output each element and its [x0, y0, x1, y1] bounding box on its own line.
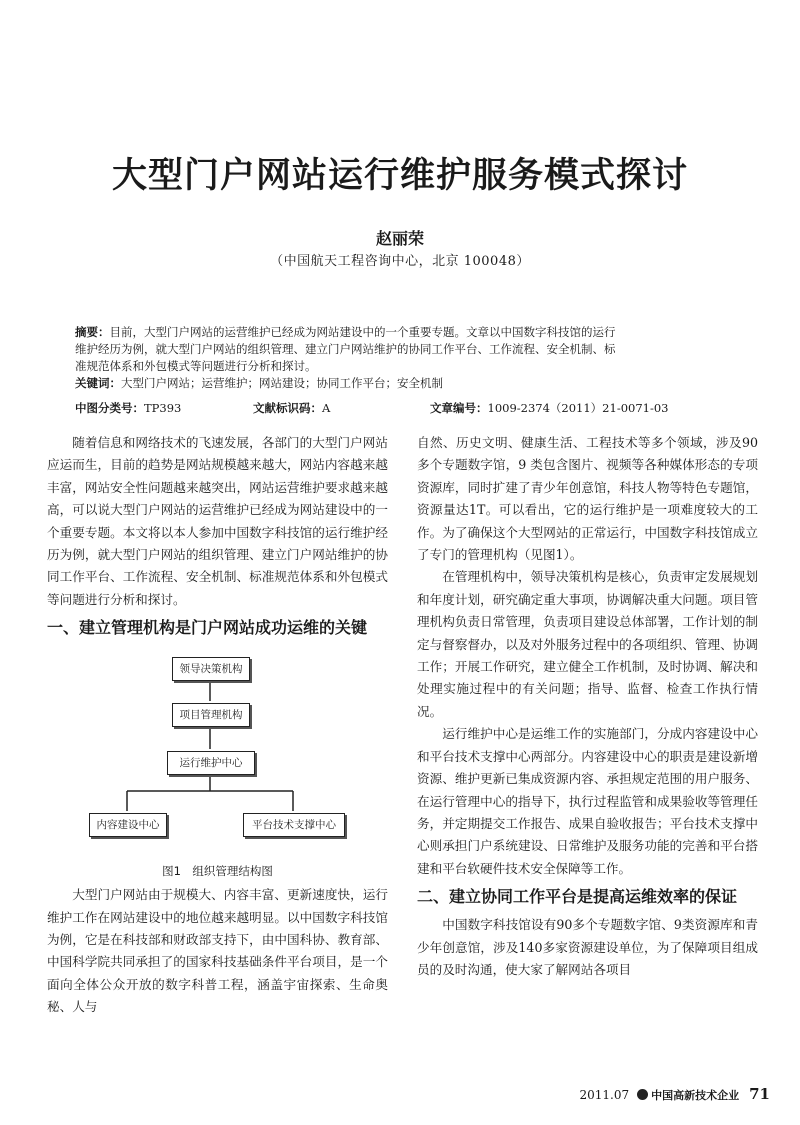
journal-logo-icon [637, 1089, 648, 1100]
doc-code-value: A [322, 401, 331, 415]
clc-value: TP393 [144, 401, 182, 415]
abstract-label: 摘要： [75, 325, 110, 339]
page-number: 71 [749, 1085, 770, 1103]
clc-field [75, 400, 181, 416]
keywords-line [75, 375, 735, 392]
right-column [417, 432, 758, 981]
content-center-box: 内容建设中心 [89, 813, 167, 837]
article-no-label: 文章编号： [430, 401, 488, 415]
issue-date: 2011.07 [579, 1088, 630, 1102]
keywords-text: 大型门户网站；运营维护；网站建设；协同工作平台；安全机制 [121, 376, 443, 390]
page-footer [580, 1085, 771, 1103]
abstract-block [75, 324, 735, 392]
org-chart-figure [47, 645, 388, 880]
project-mgmt-box: 项目管理机构 [172, 703, 250, 727]
body-paragraph: 大型门户网站由于规模大、内容丰富、更新速度快，运行维护工作在网站建设中的地位越来越明显。以中国数字科技馆为例，它是在科技部和财政部支持下，由中国科协、教育部、中国科学院共同承担了的国家科技基础条件平台项目，是一个面向全体公众开放的数字科普工程，涵盖宇宙探索、生命奥秘、人与 [47, 887, 388, 1015]
article-no-value: 1009-2374（2011）21-0071-03 [487, 401, 669, 415]
abstract-text: 目前，大型门户网站的运营维护已经成为网站建设中的一个重要专题。文章以中国数字科技馆的运行 [109, 325, 616, 339]
leadership-box: 领导决策机构 [172, 657, 250, 681]
tech-center-box: 平台技术支撑中心 [243, 813, 345, 837]
section-2-heading: 二、建立协同工作平台是提高运维效率的保证 [417, 887, 738, 907]
author-name: 赵丽荣 [375, 229, 424, 248]
ops-center-box: 运行维护中心 [167, 751, 255, 775]
body-paragraph: 自然、历史文明、健康生活、工程技术等多个领域，涉及90多个专题数字馆，9 类包含图片、视频等各种媒体形态的专项资源库，同时扩建了青少年创意馆，科技人物等特色专题馆，资源量达1T。可以看出，它的运行维护是一项难度较大的工作。为了确保这个大型网站的正常运行，中国数字科技馆成立了专门的管理机构（见图1）。 [417, 435, 758, 563]
author-affiliation: （中国航天工程咨询中心，北京 100048） [270, 254, 530, 269]
doc-code-field [253, 400, 330, 416]
doc-code-label: 文献标识码： [253, 401, 322, 415]
abstract-line: 准规范体系和外包模式等问题进行分析和探讨。 [75, 359, 317, 373]
clc-label: 中图分类号： [75, 401, 144, 415]
left-column [47, 432, 388, 1019]
article-no-field [430, 400, 669, 416]
intro-paragraph: 随着信息和网络技术的飞速发展，各部门的大型门户网站应运而生，目前的趋势是网站规模越来越大，网站内容越来越丰富，网站安全性问题越来越突出，网站运营维护要求越来越高，可以说大型门户网站的运营维护已经成为网站建设中的一个重要专题。本文将以本人参加中国数字科技馆的运行维护经历为例，就大型门户网站的组织管理、建立门户网站维护的协同工作平台、工作流程、安全机制、标准规范体系和外包模式等问题进行分析和探讨。 [47, 435, 388, 607]
figure-caption: 图1 组织管理结构图 [162, 864, 273, 879]
page-title: 大型门户网站运行维护服务模式探讨 [111, 156, 688, 196]
body-paragraph: 在管理机构中，领导决策机构是核心，负责审定发展规划和年度计划，研究确定重大事项，协调解决重大问题。项目管理机构负责日常管理，负责项目建设总体部署，工作计划的制定与督察督办，以及对外服务过程中的各项组织、管理、协调工作；开展工作研究，建立健全工作机制，及时协调、解决和处理实施过程中的有关问题；指导、监督、检查工作执行情况。 [417, 569, 758, 719]
journal-name: 中国高新技术企业 [651, 1089, 740, 1102]
body-paragraph: 中国数字科技馆设有90多个专题数字馆、9类资源库和青少年创意馆，涉及140多家资源建设单位，为了保障项目组成员的及时沟通，使大家了解网站各项目 [417, 917, 758, 977]
classification-row [75, 400, 735, 418]
keywords-label: 关键词： [75, 376, 121, 390]
section-1-heading: 一、建立管理机构是门户网站成功运维的关键 [47, 618, 368, 638]
body-paragraph: 运行维护中心是运维工作的实施部门，分成内容建设中心和平台技术支撑中心两部分。内容建设中心的职责是建设新增资源、维护更新已集成资源内容、承担规定范围的用户服务、在运行管理中心的指导下，执行过程监管和成果验收等管理任务，并定期提交工作报告、成果自验收报告；平台技术支撑中心则承担门户系统建设、日常维护及服务功能的完善和平台搭建和平台软硬件技术安全保障等工作。 [417, 726, 758, 876]
abstract-line: 维护经历为例，就大型门户网站的组织管理、建立门户网站维护的协同工作平台、工作流程、安全机制、标 [75, 342, 616, 356]
abstract-line [75, 324, 735, 341]
